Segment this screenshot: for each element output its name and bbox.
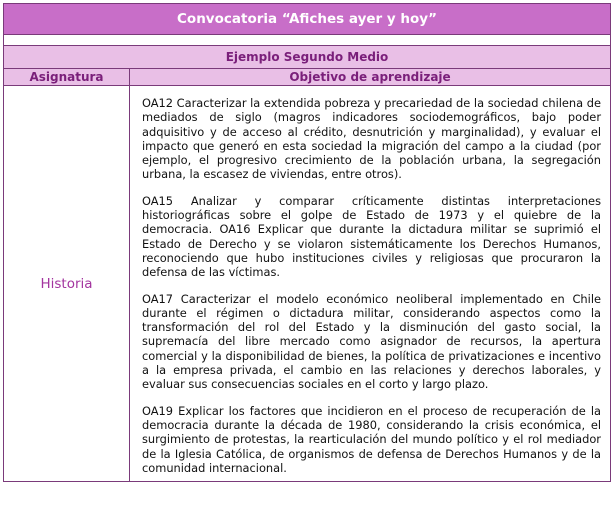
document-title: Convocatoria “Afiches ayer y hoy” — [4, 4, 611, 35]
column-header-subject: Asignatura — [4, 69, 130, 86]
objective-paragraph-oa15-oa16: OA15 Analizar y comparar críticamente distintas interpretaciones historiográficas sobre el golpe de Estado de 1973 y el quiebre de la democracia. OA16 Explicar que durante la dictadura militar se suprimió el Estado de Derecho y se violaron sistemáticamente los Derechos Humanos, reconociendo que hubo instituciones civiles y religiosas que procuraron la defensa de las víctimas. — [142, 193, 601, 280]
objective-paragraph-oa12: OA12 Caracterizar la extendida pobreza y precariedad de la sociedad chilena de mediados de siglo (magros indicadores sociodemográficos, bajo poder adquisitivo y de acceso al crédito, desnutrición y marginalidad), y evaluar el impacto que generó en esta sociedad la migración del campo a la ciudad (por ejemplo, el progresivo crecimiento de la población urbana, la segregación urbana, la escasez de viviendas, entre otros). — [142, 96, 601, 182]
title-row — [4, 4, 611, 35]
spacer-cell — [4, 35, 611, 46]
column-header-row — [4, 69, 611, 86]
table-row — [4, 86, 611, 482]
objective-paragraph-oa17: OA17 Caracterizar el modelo económico neoliberal implementado en Chile durante el régimen o dictadura militar, considerando aspectos como la transformación del rol del Estado y la disminución del gasto social, la supremacía del libre mercado como asignador de recursos, la apertura comercial y la disponibilidad de bienes, la política de privatizaciones e incentivo a la empresa privada, el cambio en las relaciones y derechos laborales, y evaluar sus consecuencias sociales en el corto y largo plazo. — [142, 291, 601, 392]
document-subtitle: Ejemplo Segundo Medio — [4, 46, 611, 69]
objectives-cell — [130, 86, 611, 482]
objective-paragraph-oa19: OA19 Explicar los factores que incidieron en el proceso de recuperación de la democracia durante la década de 1980, considerando la crisis económica, el surgimiento de protestas, la rearticulación del mundo político y el rol mediador de la Iglesia Católica, de organismos de defensa de Derechos Humanos y de la comunidad internacional. — [142, 403, 601, 475]
spacer-row — [4, 35, 611, 46]
curriculum-table — [3, 3, 611, 482]
column-header-objective: Objetivo de aprendizaje — [130, 69, 611, 86]
subject-cell: Historia — [4, 86, 130, 482]
subtitle-row — [4, 46, 611, 69]
